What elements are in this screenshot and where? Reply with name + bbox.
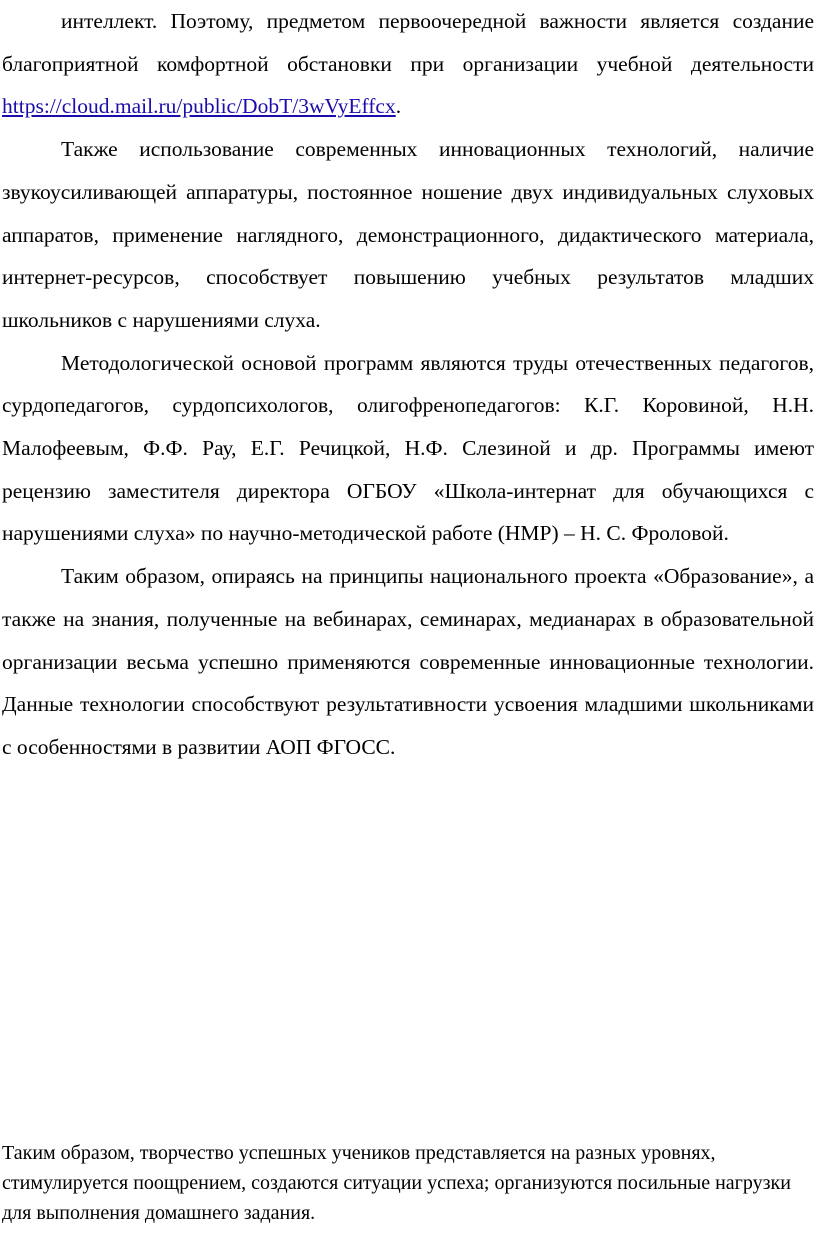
paragraph-1-text: интеллект. Поэтому, предметом первоочередной важности является создание благоприятной комфортной обстановки при организации учебной деятельности	[2, 9, 814, 76]
cloud-link[interactable]: https://cloud.mail.ru/public/DobT/3wVyEffcx	[2, 94, 396, 119]
document-body	[2, 0, 814, 769]
paragraph-1	[2, 0, 814, 128]
footer-text: Таким образом, творчество успешных учеников представляется на разных уровнях, стимулируется поощрением, создаются ситуации успеха; организуются посильные нагрузки для выполнения домашнего задания.	[2, 1142, 791, 1224]
paragraph-4: Таким образом, опираясь на принципы национального проекта «Образование», а также на знания, полученные на вебинарах, семинарах, медианарах в образовательной организации весьма успешно применяются современные инновационные технологии. Данные технологии способствуют результативности усвоения младшими школьниками с особенностями в развитии АОП ФГОСС.	[2, 564, 814, 759]
paragraph-2: Также использование современных инновационных технологий, наличие звукоусиливающей аппаратуры, постоянное ношение двух индивидуальных слуховых аппаратов, применение наглядного, демонстрационного, дидактического материала, интернет-ресурсов, способствует повышению учебных результатов младших школьников с нарушениями слуха.	[2, 137, 814, 332]
paragraph-3: Методологической основой программ являются труды отечественных педагогов, сурдопедагогов, сурдопсихологов, олигофренопедагогов: К.Г. Коровиной, Н.Н. Малофеевым, Ф.Ф. Рау, Е.Г. Речицкой, Н.Ф. Слезиной и др. Программы имеют рецензию заместителя директора ОГБОУ «Школа-интернат для обучающихся с нарушениями слуха» по научно-методической работе (НМР) – Н. С. Фроловой.	[2, 350, 814, 546]
paragraph-1-end: .	[395, 94, 402, 119]
footer-note	[2, 1138, 802, 1228]
